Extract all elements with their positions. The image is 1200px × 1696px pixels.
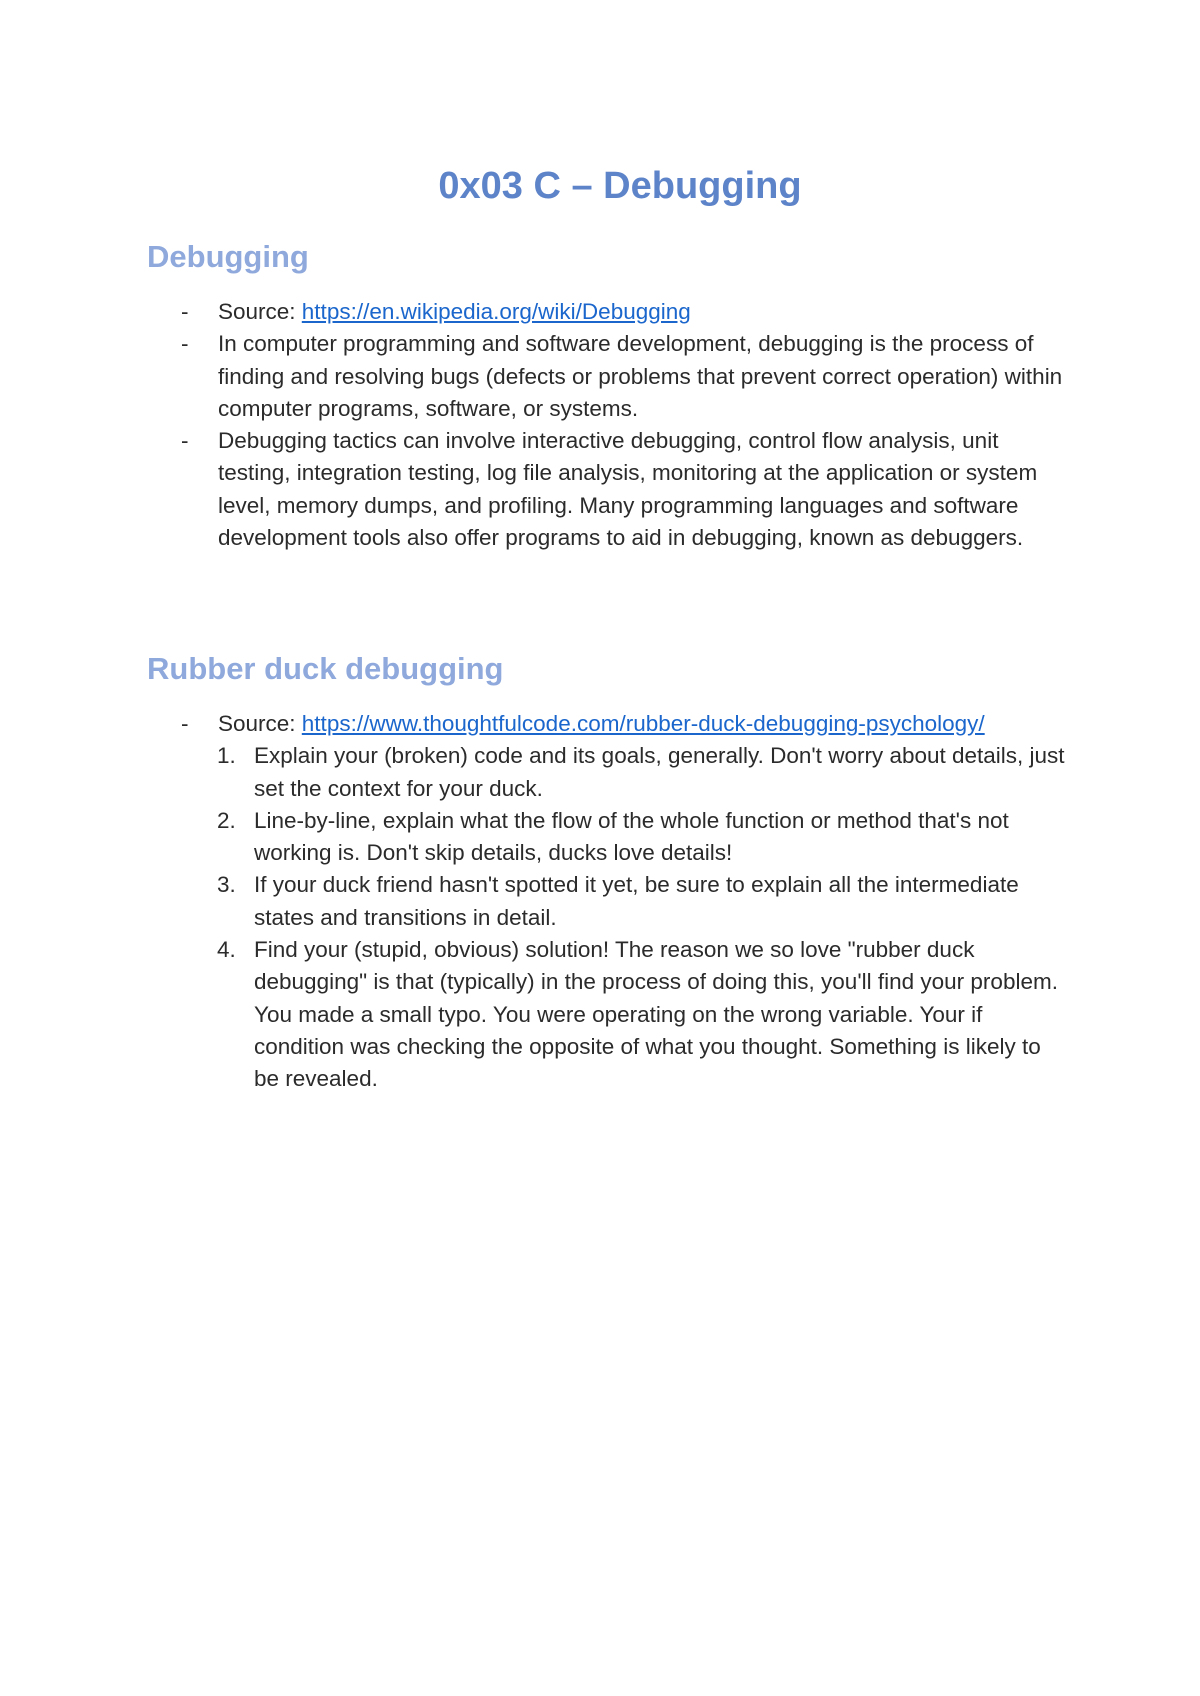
step-number: 1. <box>217 743 236 769</box>
step-text: Explain your (broken) code and its goals, generally. Don't worry about details, just set the context for your duck. <box>254 743 1065 801</box>
numbered-step <box>147 805 1067 870</box>
source-label: Source: <box>218 711 302 736</box>
bullet-marker: - <box>181 428 189 454</box>
bullet-marker: - <box>181 711 189 736</box>
step-text: Line-by-line, explain what the flow of the whole function or method that's not working is. Don't skip details, ducks love details! <box>254 807 1009 866</box>
step-number: 4. <box>217 937 236 963</box>
numbered-step <box>147 869 1067 934</box>
rubber-duck-list <box>147 708 1067 1096</box>
list-item <box>147 296 1067 328</box>
step-number: 3. <box>217 872 236 898</box>
section-heading-rubber-duck: Rubber duck debugging <box>147 651 504 686</box>
debugging-definition: In computer programming and software development, debugging is the process of finding and resolving bugs (defects or problems that prevent correct operation) within computer programs, software, or systems. <box>218 331 1063 421</box>
list-item <box>147 425 1067 554</box>
list-item <box>147 328 1067 425</box>
step-number: 2. <box>217 807 236 833</box>
step-text: If your duck friend hasn't spotted it yet, be sure to explain all the intermediate states and transitions in detail. <box>254 872 1019 930</box>
debugging-tactics: Debugging tactics can involve interactive debugging, control flow analysis, unit testing, integration testing, log file analysis, monitoring at the application or system level, memory dumps, and profiling. Many programming languages and software development tools also offer programs to aid in debugging, known as debuggers. <box>218 428 1038 551</box>
section-heading-debugging: Debugging <box>147 239 309 274</box>
source-label: Source: <box>218 299 302 324</box>
numbered-step <box>147 934 1067 1095</box>
bullet-marker: - <box>181 299 189 324</box>
debugging-list <box>147 296 1067 554</box>
step-text: Find your (stupid, obvious) solution! The reason we so love "rubber duck debugging" is that (typically) in the process of doing this, you'll find your problem. You made a small typo. You were operating on the wrong variable. Your if condition was checking the opposite of what you thought. Something is likely to be revealed. <box>254 937 1058 1092</box>
thoughtfulcode-link[interactable]: https://www.thoughtfulcode.com/rubber-duck-debugging-psychology/ <box>301 711 985 736</box>
list-item <box>147 708 1067 740</box>
numbered-step <box>147 740 1067 805</box>
wikipedia-debugging-link[interactable]: https://en.wikipedia.org/wiki/Debugging <box>301 299 691 324</box>
document-title: 0x03 C – Debugging <box>438 165 802 207</box>
bullet-marker: - <box>181 331 189 357</box>
